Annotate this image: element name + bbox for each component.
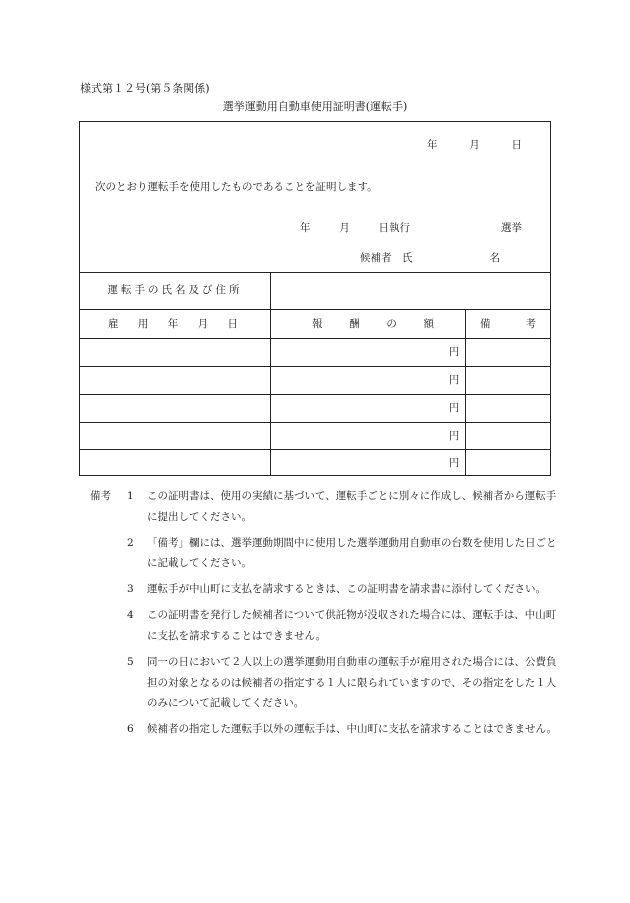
note-item [90, 719, 560, 740]
certificate-form [79, 121, 551, 476]
yen-unit: 円 [448, 457, 460, 469]
table-rule [80, 366, 550, 367]
yen-unit: 円 [448, 430, 460, 442]
table-rule [80, 394, 550, 395]
employment-date-header [108, 310, 238, 338]
note-text: この証明書は、使用の実績に基づいて、運転手ごとに別々に作成し、候補者から運転手に提出してください。 [147, 490, 557, 523]
note-number: 6 [127, 723, 134, 736]
issue-date-day: 日 [511, 139, 522, 151]
header-char: 日 [227, 318, 238, 330]
table-column-rule [465, 309, 466, 476]
candidate-name-label: 候補者 氏 [360, 252, 413, 264]
note-item [90, 533, 560, 574]
issue-date-month: 月 [469, 139, 480, 151]
header-char: 雇 [108, 318, 119, 330]
header-char: 用 [137, 318, 149, 330]
note-number: 4 [127, 609, 134, 622]
election-label: 選挙 [501, 222, 522, 234]
table-rule [80, 338, 550, 339]
yen-unit: 円 [448, 346, 460, 358]
table-column-rule [270, 272, 271, 476]
note-item [90, 605, 560, 646]
header-char: 備 [480, 318, 491, 330]
header-char: 酬 [349, 318, 360, 330]
header-char: 月 [197, 318, 209, 330]
note-number: 5 [127, 656, 134, 669]
candidate-name-suffix: 名 [489, 252, 500, 264]
yen-unit: 円 [448, 402, 460, 414]
note-number: 1 [127, 490, 134, 502]
election-date-month: 月 [339, 222, 350, 234]
note-item [90, 579, 560, 600]
notes-label: 備考 [90, 490, 111, 502]
header-char: 年 [167, 318, 179, 330]
election-date-day: 日執行 [378, 222, 410, 234]
driver-name-address-label: 運転手の氏名及び住所 [107, 284, 243, 296]
note-item [90, 486, 560, 527]
issue-date [427, 137, 522, 152]
issue-date-year: 年 [427, 139, 438, 151]
table-rule [80, 449, 550, 450]
header-char: 報 [312, 318, 323, 330]
header-char: の [386, 318, 397, 330]
election-date [300, 220, 410, 235]
note-number: 2 [127, 536, 134, 549]
header-char: 額 [423, 318, 434, 330]
note-item [90, 652, 560, 714]
form-number: 様式第１２号(第５条関係) [80, 82, 210, 95]
table-rule [80, 422, 550, 423]
header-char: 考 [525, 318, 536, 330]
yen-unit: 円 [448, 374, 460, 386]
document-title: 選挙運動用自動車使用証明書(運転手) [222, 100, 408, 113]
certification-statement: 次のとおり運転手を使用したものであることを証明します。 [95, 181, 378, 193]
note-text: 同一の日において２人以上の選挙運動用自動車の運転手が雇用された場合には、公費負担の対象となるのは候補者の指定する１人に限られていますので、その指定をした１人のみについて記載してください。 [147, 656, 557, 710]
note-number: 3 [127, 583, 134, 596]
notes-section [90, 486, 560, 746]
note-text: 候補者の指定した運転手以外の運転手は、中山町に支払を請求することはできません。 [147, 723, 558, 736]
note-text: この証明書を発行した候補者について供託物が没収された場合には、運転手は、中山町に支払を請求することはできません。 [147, 609, 557, 643]
election-date-year: 年 [300, 222, 311, 234]
note-text: 運転手が中山町に支払を請求するときは、この証明書を請求書に添付してください。 [147, 583, 546, 596]
compensation-amount-header [312, 310, 434, 338]
remarks-header [480, 310, 536, 338]
note-text: 「備考」欄には、選挙運動期間中に使用した選挙運動用自動車の台数を使用した日ごとに記載してください。 [147, 536, 557, 570]
